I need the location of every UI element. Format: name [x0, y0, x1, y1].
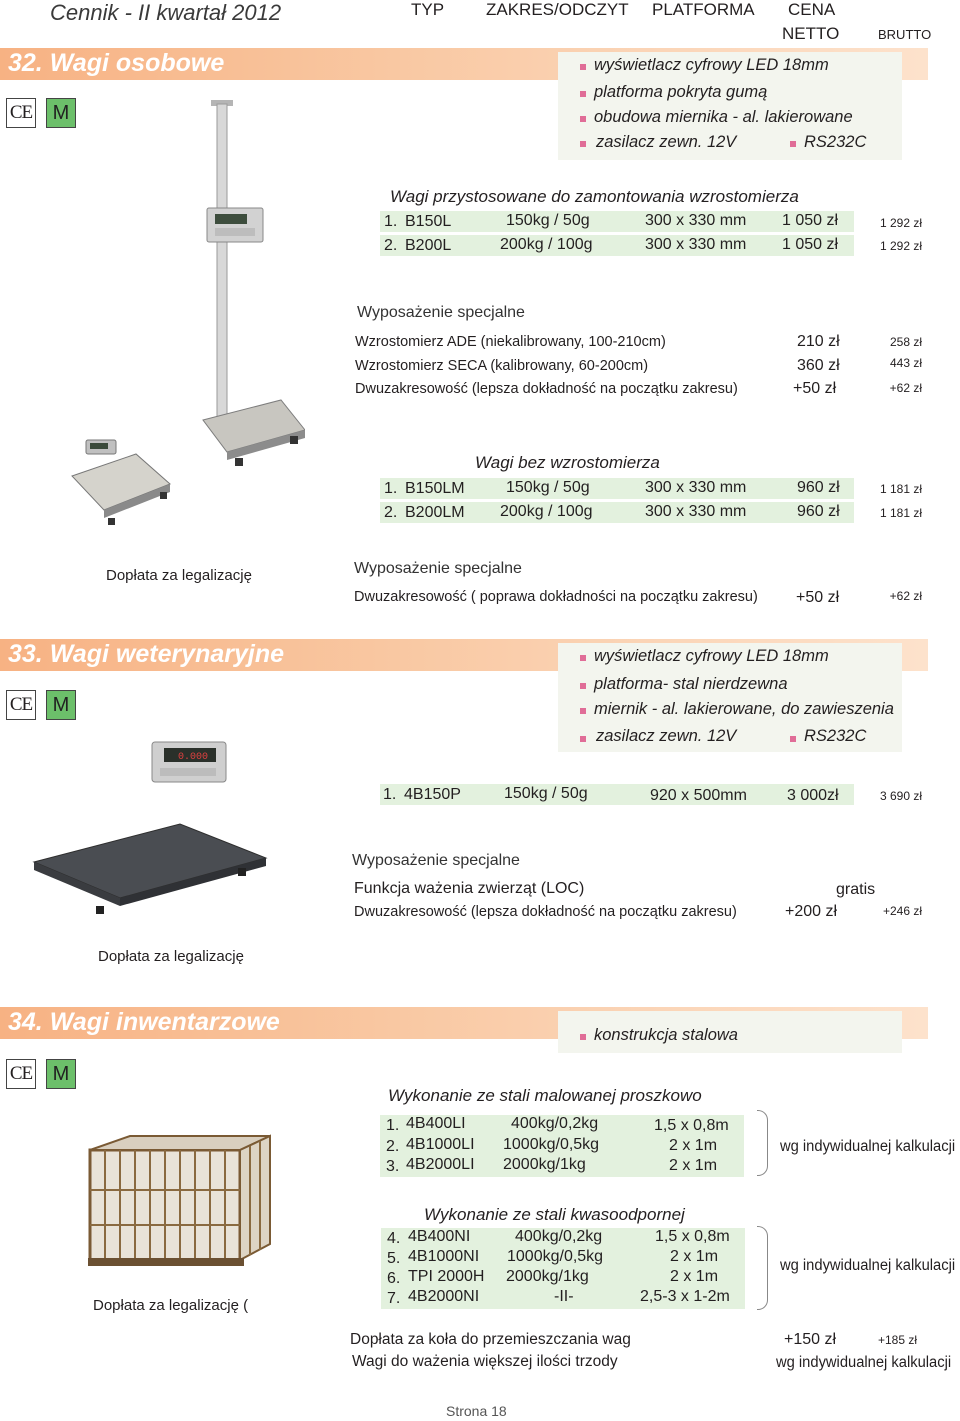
- platform-size: 2 x 1m: [669, 1157, 718, 1174]
- equip-item: Funkcja ważenia zwierząt (LOC): [354, 880, 585, 897]
- price-brutto: 1 292 zł: [879, 216, 922, 230]
- col-header-zakres: ZAKRES/ODCZYT: [486, 0, 629, 19]
- model-name: 4B2000NI: [408, 1288, 480, 1305]
- extra-price-brutto: +185 zł: [878, 1333, 918, 1347]
- model-name: 4B1000NI: [408, 1248, 480, 1265]
- m-mark-icon: M: [46, 1059, 76, 1089]
- row-num: 3.: [386, 1158, 400, 1175]
- group-title: Wykonanie ze stali malowanej proszkowo: [388, 1086, 702, 1105]
- section-title-32: 32. Wagi osobowe: [8, 49, 225, 77]
- features-box-34: [558, 1011, 902, 1053]
- feature-item: RS232C: [804, 727, 867, 745]
- col-header-typ: TYP: [411, 0, 445, 19]
- price-netto: 1 050 zł: [782, 212, 839, 229]
- extra-item: Wagi do ważenia większej ilości trzody: [352, 1353, 618, 1370]
- row-num: 7.: [387, 1290, 401, 1307]
- equip-price-brutto: 443 zł: [889, 356, 922, 370]
- col-header-platforma: PLATFORMA: [652, 0, 755, 19]
- platform-size: 2 x 1m: [669, 1137, 718, 1154]
- range: 200kg / 100g: [500, 236, 593, 253]
- platform-size: 2 x 1m: [670, 1268, 719, 1285]
- section-title-34: 34. Wagi inwentarzowe: [8, 1008, 280, 1036]
- feature-item: wyświetlacz cyfrowy LED 18mm: [594, 56, 829, 74]
- range: 1000kg/0,5kg: [507, 1248, 604, 1265]
- price-brutto: 1 181 zł: [879, 482, 922, 496]
- model-name: 4B400LI: [406, 1115, 466, 1132]
- equip-price-netto: 210 zł: [797, 333, 840, 350]
- m-mark-icon: M: [46, 98, 76, 128]
- equip-title: Wyposażenie specjalne: [357, 304, 525, 321]
- row-num: 2.: [386, 1138, 400, 1155]
- extra-price-netto: +150 zł: [784, 1331, 837, 1348]
- platform-size: 1,5 x 0,8m: [655, 1228, 730, 1245]
- section-title-33: 33. Wagi weterynaryjne: [8, 640, 285, 668]
- platform-size: 2 x 1m: [670, 1248, 719, 1265]
- equip-item: Wzrostomierz ADE (niekalibrowany, 100-210cm): [355, 334, 666, 350]
- range: 400kg/0,2kg: [511, 1115, 599, 1132]
- range: 2000kg/1kg: [503, 1156, 586, 1173]
- price-brutto: 1 292 zł: [879, 239, 922, 253]
- feature-item: platforma- stal nierdzewna: [594, 675, 788, 693]
- features-box-32: [558, 52, 902, 160]
- price-note: wg indywidualnej kalkulacji: [780, 1138, 956, 1155]
- feature-item: RS232C: [804, 133, 867, 151]
- equip-price-netto: +50 zł: [796, 589, 840, 606]
- range: 150kg / 50g: [506, 479, 590, 496]
- platform-size: 920 x 500mm: [650, 787, 747, 804]
- feature-item: zasilacz zewn. 12V: [596, 133, 737, 151]
- group-brace: [757, 1226, 768, 1310]
- col-header-brutto: BRUTTO: [878, 27, 932, 42]
- ce-mark-icon: CE: [6, 690, 36, 720]
- range: -II-: [554, 1288, 574, 1305]
- price-netto: 1 050 zł: [782, 236, 839, 253]
- col-header-netto: NETTO: [782, 24, 840, 43]
- ce-mark-icon: CE: [6, 1059, 36, 1089]
- m-mark-icon: M: [46, 690, 76, 720]
- row-num: 2.: [384, 237, 398, 254]
- row-num: 1.: [386, 1117, 400, 1134]
- equip-price-brutto: +62 zł: [889, 381, 922, 395]
- range: 1000kg/0,5kg: [503, 1136, 600, 1153]
- extra-item: Dopłata za koła do przemieszczania wag: [350, 1331, 631, 1348]
- price-netto: 3 000zł: [787, 787, 839, 804]
- equip-price-brutto: 258 zł: [889, 335, 922, 349]
- platform-scale-image: [62, 436, 172, 531]
- legalization-note: Dopłata za legalizację: [106, 567, 252, 584]
- row-num: 5.: [387, 1250, 401, 1267]
- range: 2000kg/1kg: [506, 1268, 589, 1285]
- equip-title: Wyposażenie specjalne: [354, 560, 522, 577]
- platform-size: 300 x 330 mm: [645, 479, 747, 496]
- platform-size: 300 x 330 mm: [645, 212, 747, 229]
- col-header-cena: CENA: [788, 0, 836, 19]
- model-name: B200LM: [405, 504, 465, 521]
- range: 150kg / 50g: [506, 212, 590, 229]
- scale-with-height-rod-image: [195, 100, 305, 470]
- row-num: 6.: [387, 1270, 401, 1287]
- model-name: B200L: [405, 237, 452, 254]
- equip-price-netto: +50 zł: [793, 380, 837, 397]
- feature-item: zasilacz zewn. 12V: [596, 727, 737, 745]
- livestock-cage-scale-image: [80, 1130, 280, 1280]
- feature-item: platforma pokryta gumą: [594, 83, 768, 101]
- platform-size: 300 x 330 mm: [645, 236, 747, 253]
- row-num: 1.: [383, 786, 397, 803]
- model-name: TPI 2000H: [408, 1268, 485, 1285]
- model-name: 4B400NI: [408, 1228, 471, 1245]
- equip-title: Wyposażenie specjalne: [352, 852, 520, 869]
- page-number: Strona 18: [446, 1403, 507, 1419]
- weight-indicator-image: [150, 740, 230, 786]
- svg-text:0.000: 0.000: [178, 752, 209, 763]
- page-title: Cennik - II kwartał 2012: [50, 0, 282, 25]
- feature-item: wyświetlacz cyfrowy LED 18mm: [594, 647, 829, 665]
- group-title: Wagi przystosowane do zamontowania wzrostomierza: [390, 187, 799, 206]
- row-num: 1.: [384, 480, 398, 497]
- group-title: Wykonanie ze stali kwasoodpornej: [424, 1205, 685, 1224]
- price-brutto: 3 690 zł: [879, 789, 922, 803]
- veterinary-platform-image: [30, 818, 270, 918]
- equip-price-netto: 360 zł: [797, 357, 840, 374]
- range: 150kg / 50g: [504, 785, 588, 802]
- legalization-note: Dopłata za legalizację (: [93, 1297, 249, 1314]
- platform-size: 1,5 x 0,8m: [654, 1117, 729, 1134]
- feature-item: obudowa miernika - al. lakierowane: [594, 108, 853, 126]
- equip-price-netto: +200 zł: [785, 903, 838, 920]
- feature-item: konstrukcja stalowa: [594, 1026, 738, 1044]
- equip-price-brutto: +246 zł: [882, 904, 922, 918]
- platform-size: 300 x 330 mm: [645, 503, 747, 520]
- row-num: 1.: [384, 213, 398, 230]
- equip-price-netto: gratis: [836, 881, 876, 898]
- model-name: 4B1000LI: [406, 1136, 475, 1153]
- equip-item: Dwuzakresowość (lepsza dokładność na początku zakresu): [354, 904, 737, 920]
- range: 200kg / 100g: [500, 503, 593, 520]
- model-name: B150L: [405, 213, 452, 230]
- platform-size: 2,5-3 x 1-2m: [640, 1288, 730, 1305]
- row-num: 4.: [387, 1230, 401, 1247]
- equip-price-brutto: +62 zł: [889, 589, 922, 603]
- group-brace: [757, 1110, 768, 1176]
- equip-item: Wzrostomierz SECA (kalibrowany, 60-200cm): [355, 358, 649, 374]
- group-title: Wagi bez wzrostomierza: [475, 453, 660, 472]
- equip-item: Dwuzakresowość ( poprawa dokładności na początku zakresu): [354, 589, 758, 605]
- price-netto: 960 zł: [797, 479, 840, 496]
- features-box-33: [558, 643, 902, 752]
- feature-item: miernik - al. lakierowane, do zawieszenia: [594, 700, 894, 718]
- equip-item: Dwuzakresowość (lepsza dokładność na początku zakresu): [355, 381, 738, 397]
- ce-mark-icon: CE: [6, 98, 36, 128]
- price-brutto: 1 181 zł: [879, 506, 922, 520]
- price-netto: 960 zł: [797, 503, 840, 520]
- model-name: B150LM: [405, 480, 465, 497]
- legalization-note: Dopłata za legalizację: [98, 948, 244, 965]
- model-name: 4B2000LI: [406, 1156, 475, 1173]
- model-name: 4B150P: [404, 786, 461, 803]
- range: 400kg/0,2kg: [515, 1228, 603, 1245]
- extra-price-netto: wg indywidualnej kalkulacji: [776, 1354, 952, 1371]
- row-num: 2.: [384, 504, 398, 521]
- price-note: wg indywidualnej kalkulacji: [780, 1257, 956, 1274]
